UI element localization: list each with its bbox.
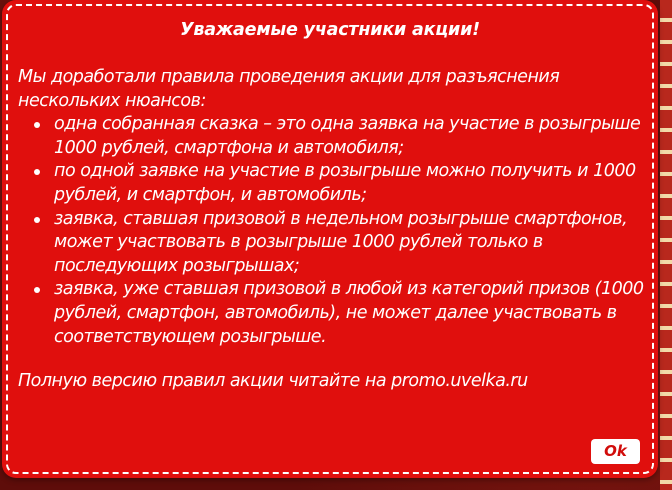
dialog-footer-text: Полную версию правил акции читайте на promo.uvelka.ru <box>18 371 528 392</box>
dialog-body <box>18 66 648 394</box>
ok-button[interactable]: Ok <box>591 439 640 464</box>
rule-text: заявка, уже ставшая призовой в любой из категорий призов (1000 рублей, смартфон, автомобиль), не может далее участвовать в соответствующем розыгрыше. <box>54 279 644 347</box>
rules-update-dialog <box>2 0 658 478</box>
rule-item <box>54 113 648 160</box>
rule-text: заявка, ставшая призовой в недельном розыгрыше смартфонов, может участвовать в розыгрыше 1000 рублей только в последующих розыгрышах; <box>54 208 628 276</box>
bullet-icon <box>34 122 40 128</box>
bullet-icon <box>34 217 40 223</box>
backdrop-decoration <box>660 0 672 490</box>
bullet-icon <box>34 287 40 293</box>
bullet-icon <box>34 169 40 175</box>
rule-text: по одной заявке на участие в розыгрыше можно получить и 1000 рублей, и смартфон, и автомобиль; <box>54 161 636 205</box>
rule-text: одна собранная сказка – это одна заявка на участие в розыгрыше 1000 рублей, смартфона и автомобиля; <box>54 114 641 158</box>
dialog-title: Уважаемые участники акции! <box>180 20 480 40</box>
rule-item <box>54 278 648 349</box>
rule-item <box>54 160 648 207</box>
rules-list <box>18 113 648 349</box>
rule-item <box>54 208 648 279</box>
dialog-intro: Мы доработали правила проведения акции для разъяснения нескольких нюансов: <box>18 67 560 111</box>
